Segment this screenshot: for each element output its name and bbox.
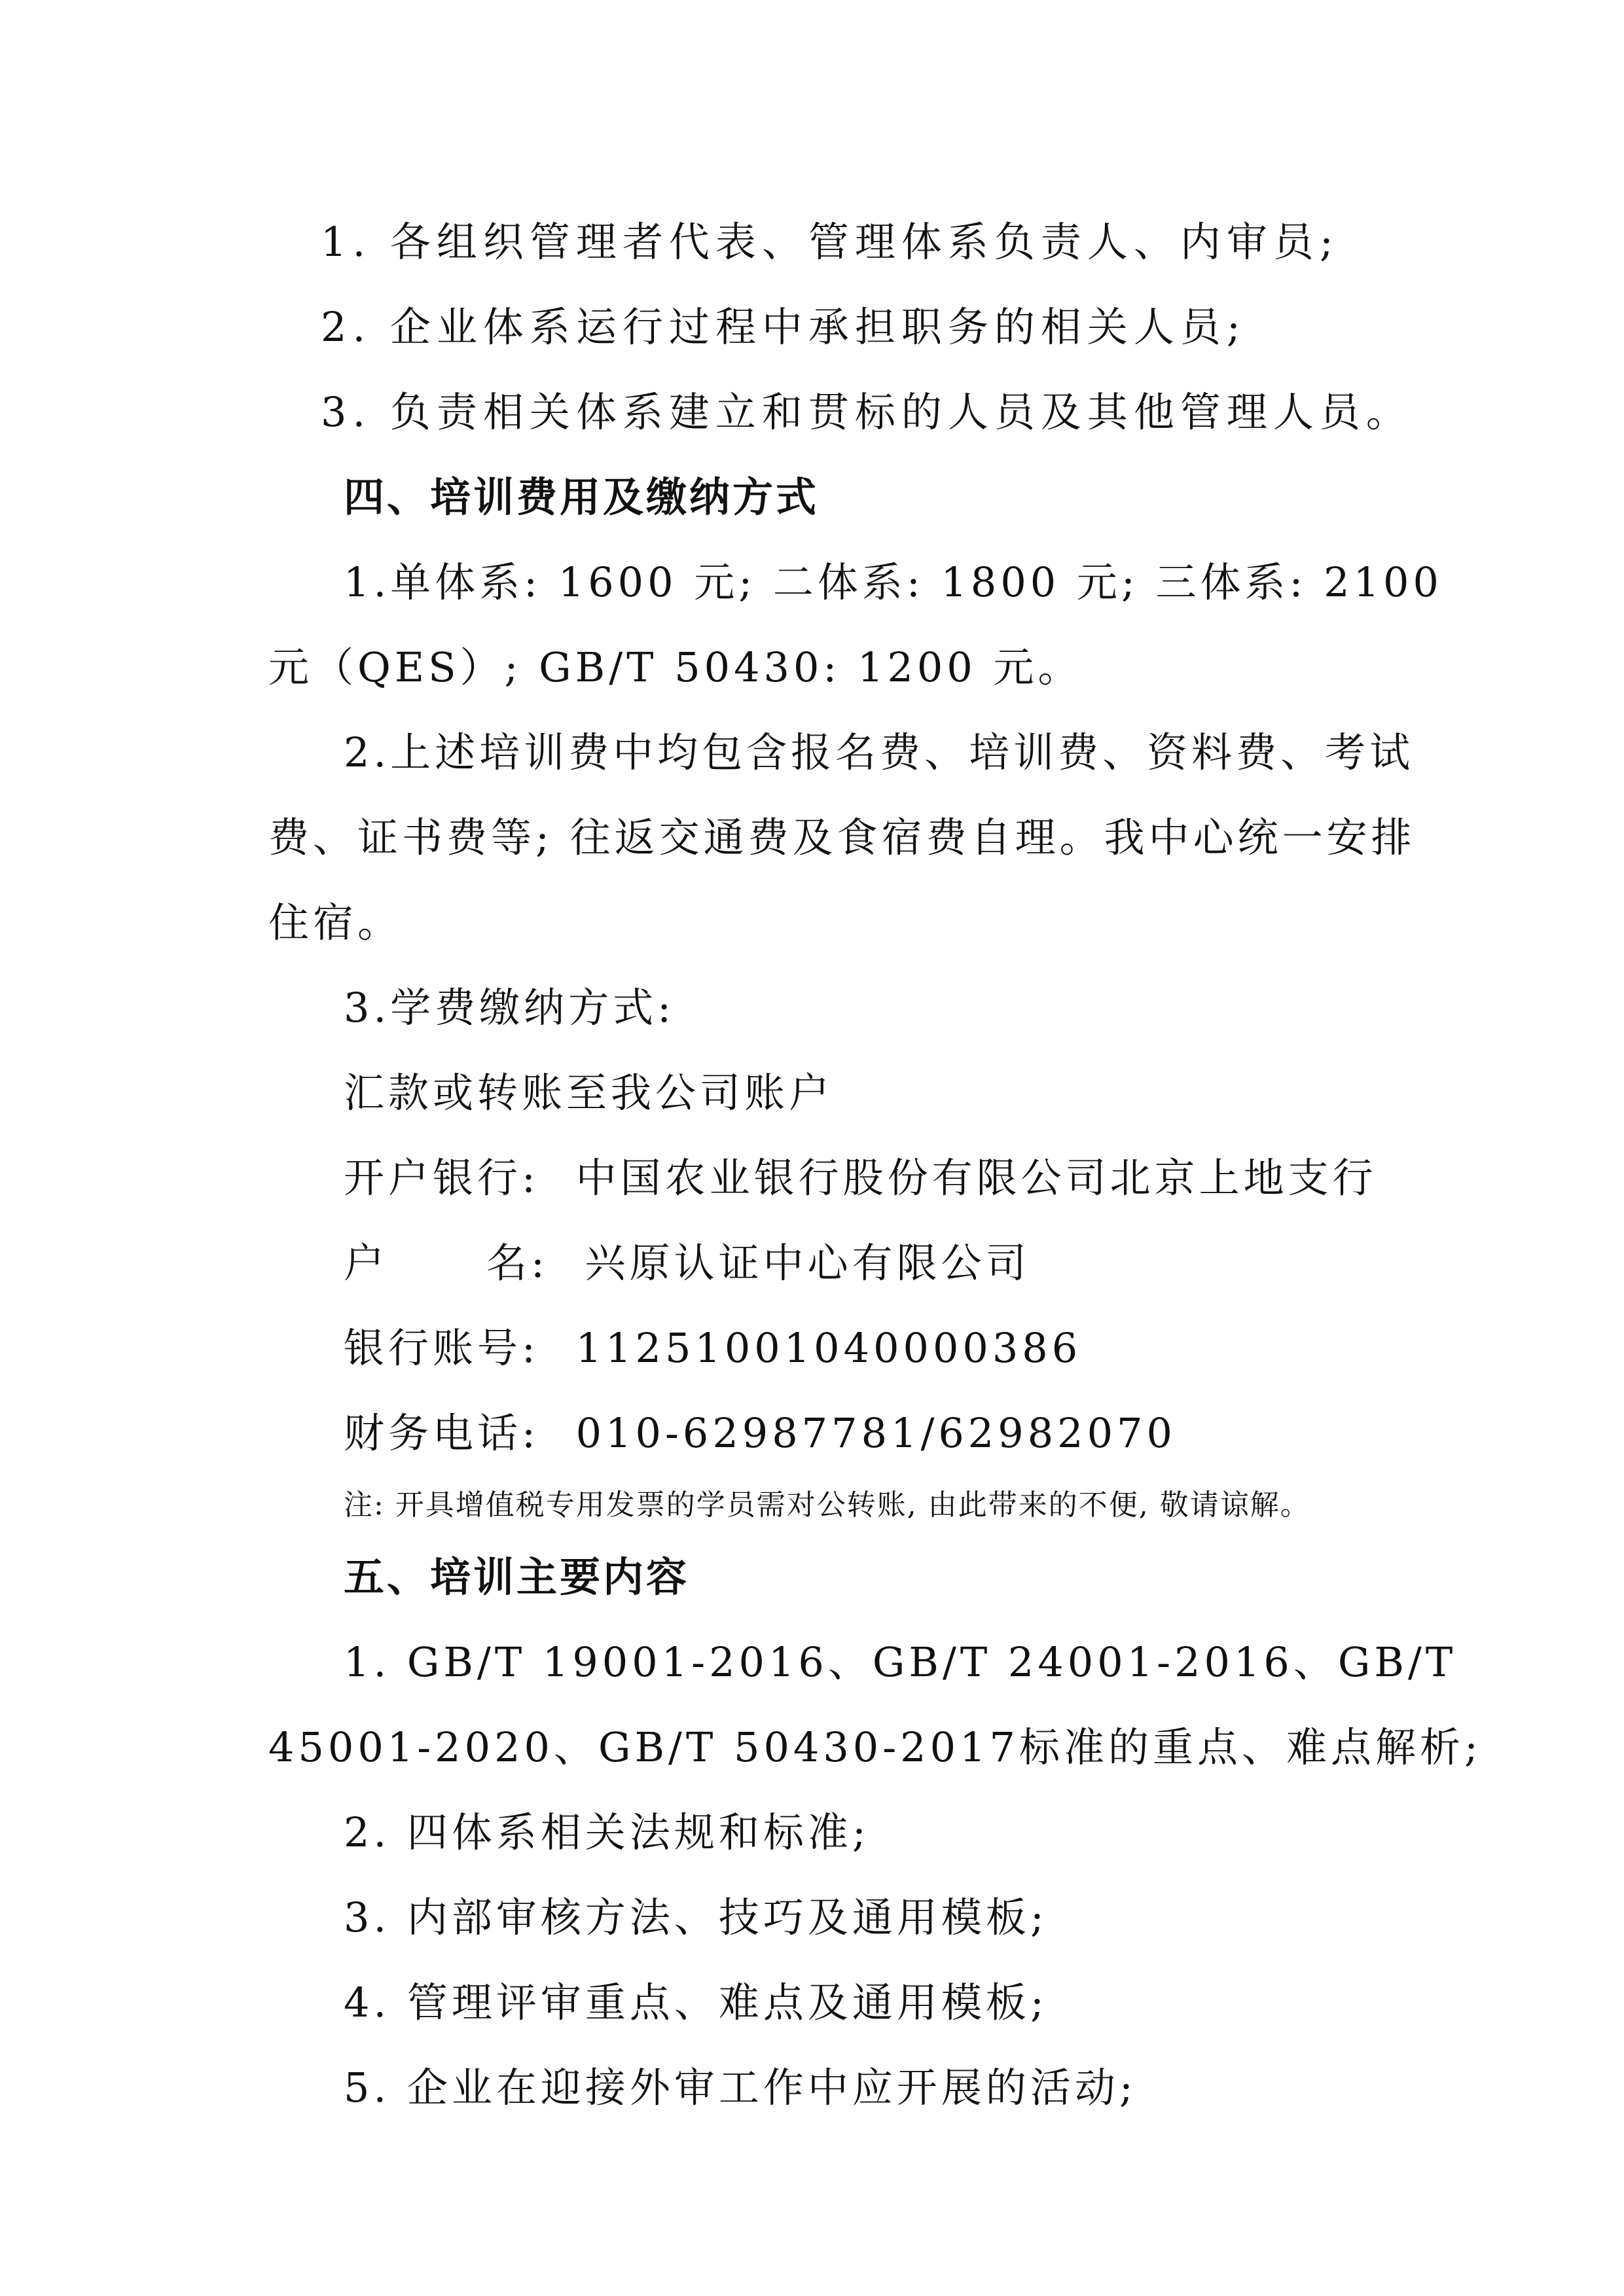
invoice-note: 注: 开具增值税专用发票的学员需对公转账, 由此带来的不便, 敬请谅解。 — [344, 1488, 1310, 1522]
account-number-row — [344, 1322, 1081, 1374]
account-name-value: 兴原认证中心有限公司 — [585, 1239, 1030, 1287]
fees-item-2-line-1: 2.上述培训费中均包含报名费、培训费、资料费、考试 — [344, 728, 1415, 776]
audience-item-1: 1. 各组织管理者代表、管理体系负责人、内审员; — [321, 218, 1339, 266]
account-name-row — [344, 1237, 1030, 1289]
finance-phone-row — [344, 1407, 1176, 1460]
content-item-3: 3. 内部审核方法、技巧及通用模板; — [344, 1893, 1048, 1941]
content-item-5: 5. 企业在迎接外审工作中应开展的活动; — [344, 2064, 1137, 2111]
fees-item-1-line-2: 元（QES）; GB/T 50430: 1200 元。 — [268, 643, 1083, 691]
fees-item-2-line-2: 费、证书费等; 往返交通费及食宿费自理。我中心统一安排 — [268, 814, 1416, 861]
fees-item-1-line-1: 1.单体系: 1600 元; 二体系: 1800 元; 三体系: 2100 — [344, 558, 1443, 606]
audience-item-3: 3. 负责相关体系建立和贯标的人员及其他管理人员。 — [321, 388, 1413, 436]
account-number-value: 11251001040000386 — [575, 1324, 1082, 1372]
account-name-label-a: 户 — [344, 1239, 389, 1287]
audience-item-2: 2. 企业体系运行过程中承担职务的相关人员; — [321, 303, 1246, 351]
account-number-label: 银行账号: — [344, 1324, 539, 1372]
fees-item-2-line-3: 住宿。 — [268, 899, 403, 946]
account-name-label-b: 名: — [486, 1239, 549, 1287]
content-item-4: 4. 管理评审重点、难点及通用模板; — [344, 1979, 1048, 2026]
bank-row — [344, 1152, 1377, 1204]
finance-phone-value: 010-62987781/62982070 — [575, 1409, 1176, 1457]
fees-item-3: 3.学费缴纳方式: — [344, 984, 676, 1031]
section-heading-content: 五、培训主要内容 — [344, 1553, 690, 1601]
finance-phone-label: 财务电话: — [344, 1409, 539, 1457]
remittance-text: 汇款或转账至我公司账户 — [344, 1069, 834, 1117]
bank-label: 开户银行: — [344, 1154, 539, 1202]
content-item-1-line-2: 45001-2020、GB/T 50430-2017标准的重点、难点解析; — [268, 1723, 1482, 1771]
bank-value: 中国农业银行股份有限公司北京上地支行 — [575, 1154, 1377, 1202]
content-item-1-line-1: 1. GB/T 19001-2016、GB/T 24001-2016、GB/T — [344, 1638, 1457, 1686]
section-heading-fees: 四、培训费用及缴纳方式 — [344, 473, 820, 521]
content-item-2: 2. 四体系相关法规和标准; — [344, 1808, 870, 1856]
